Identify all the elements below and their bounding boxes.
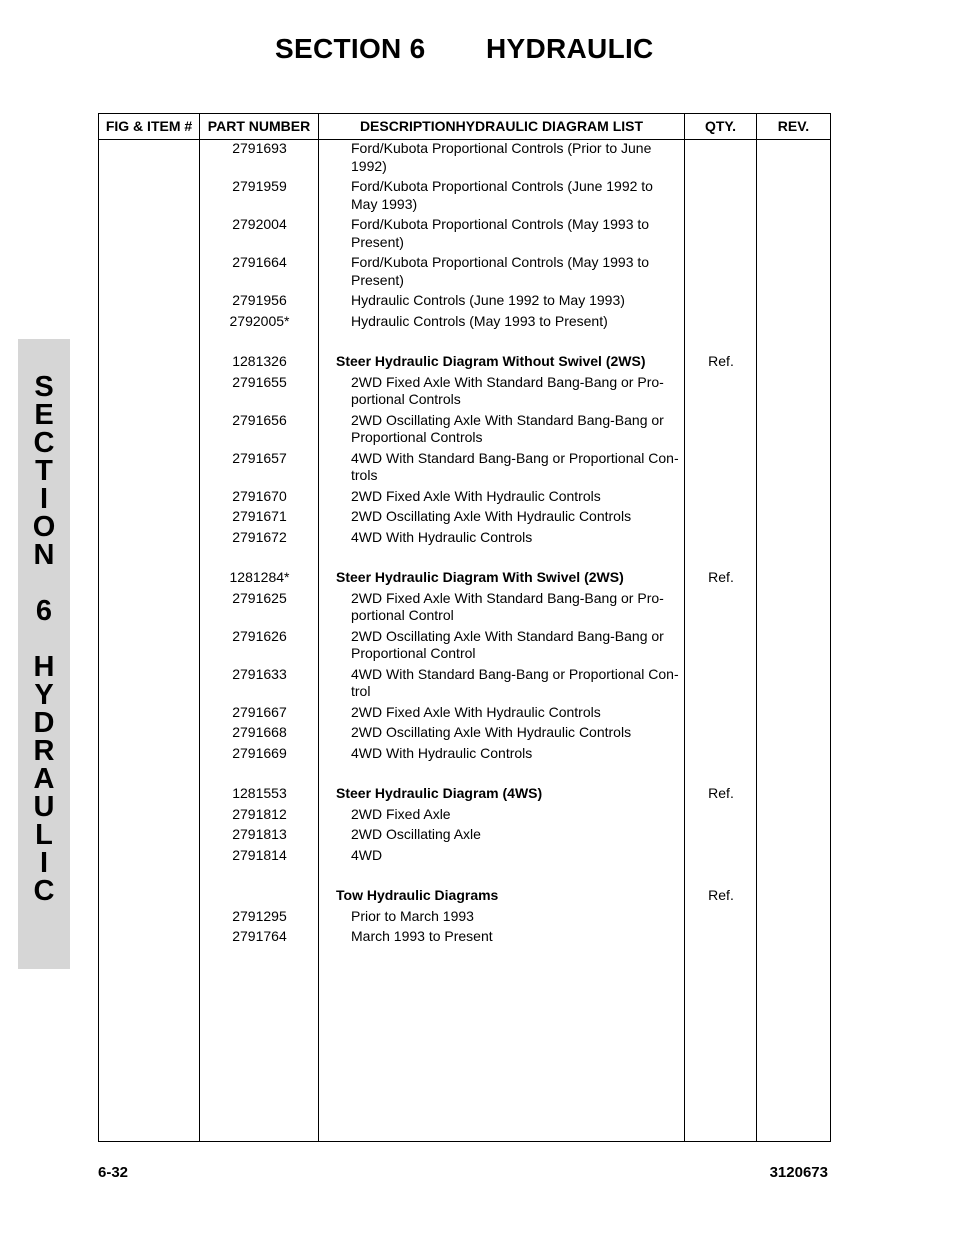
cell-fig-item	[99, 140, 200, 175]
cell-part-number: 1281284*	[229, 569, 290, 585]
cell-rev	[757, 569, 830, 587]
cell-rev	[757, 928, 830, 946]
cell-fig-item	[99, 412, 200, 447]
cell-rev	[757, 292, 830, 310]
cell-part-number: 2791814	[232, 846, 287, 863]
cell-fig-item	[99, 216, 200, 251]
table-row	[99, 666, 830, 701]
cell-description: 4WD With Standard Bang-Bang or Proportional Con-trol	[351, 665, 679, 699]
table-row	[99, 569, 830, 587]
cell-qty	[685, 928, 757, 946]
cell-qty	[685, 292, 757, 310]
cell-part-number: 2791657	[232, 449, 287, 466]
cell-fig-item	[99, 292, 200, 310]
cell-fig-item	[99, 254, 200, 289]
cell-fig-item	[99, 488, 200, 506]
cell-description: 2WD Fixed Axle With Standard Bang-Bang or Pro-portional Control	[351, 589, 664, 623]
parts-table	[98, 113, 831, 1142]
cell-rev	[757, 488, 830, 506]
cell-part-number: 2791813	[232, 826, 287, 842]
cell-part-number: 2791959	[232, 178, 287, 194]
cell-part-number: 2791669	[232, 744, 287, 761]
cell-qty: Ref.	[708, 353, 734, 369]
cell-fig-item	[99, 569, 200, 587]
cell-fig-item	[99, 313, 200, 331]
cell-part-number: 2791956	[232, 292, 287, 308]
cell-rev	[757, 826, 830, 844]
cell-rev	[757, 216, 830, 251]
cell-qty	[685, 826, 757, 844]
cell-qty	[685, 313, 757, 331]
table-row	[99, 806, 830, 824]
cell-rev	[757, 908, 830, 926]
page-number: 6-32	[98, 1164, 129, 1181]
cell-fig-item	[99, 450, 200, 485]
table-row	[99, 590, 830, 625]
cell-part-number: 2791656	[232, 411, 287, 428]
table-row	[99, 887, 830, 905]
cell-description: 2WD Oscillating Axle With Hydraulic Controls	[351, 724, 632, 740]
cell-part-number: 2792004	[232, 216, 287, 232]
cell-description: 4WD With Hydraulic Controls	[351, 528, 533, 545]
cell-fig-item	[99, 745, 200, 763]
document-number: 3120673	[769, 1164, 828, 1181]
cell-qty	[685, 529, 757, 547]
table-body	[99, 140, 830, 946]
cell-description: Steer Hydraulic Diagram (4WS)	[336, 785, 543, 801]
cell-part-number: 1281326	[232, 353, 287, 369]
cell-description: 2WD Fixed Axle With Standard Bang-Bang or Pro-portional Controls	[351, 373, 664, 407]
cell-qty: Ref.	[708, 887, 734, 903]
cell-fig-item	[99, 826, 200, 844]
cell-fig-item	[99, 178, 200, 213]
cell-rev	[757, 529, 830, 547]
cell-rev	[757, 508, 830, 526]
table-row	[99, 724, 830, 742]
table-row	[99, 412, 830, 447]
cell-fig-item	[99, 928, 200, 946]
cell-part-number: 2791664	[232, 254, 287, 270]
table-row	[99, 508, 830, 526]
cell-rev	[757, 628, 830, 663]
cell-fig-item	[99, 887, 200, 905]
cell-part-number: 2791693	[232, 140, 287, 156]
cell-rev	[757, 666, 830, 701]
cell-part-number: 2791764	[232, 928, 287, 944]
cell-rev	[757, 887, 830, 905]
cell-description: 4WD With Standard Bang-Bang or Proportional Con-trols	[351, 449, 679, 483]
cell-rev	[757, 724, 830, 742]
cell-rev	[757, 785, 830, 803]
cell-part-number: 2791671	[232, 508, 287, 524]
cell-description: 2WD Fixed Axle With Hydraulic Controls	[351, 487, 601, 504]
cell-description: Ford/Kubota Proportional Controls (June 1992 to May 1993)	[351, 178, 653, 212]
table-row	[99, 140, 830, 175]
cell-qty	[685, 704, 757, 722]
table-row	[99, 353, 830, 371]
table-row	[99, 908, 830, 926]
cell-description: Ford/Kubota Proportional Controls (Prior to June 1992)	[351, 140, 652, 174]
cell-part-number: 2791655	[232, 373, 287, 390]
cell-part-number: 2791633	[232, 665, 287, 682]
cell-fig-item	[99, 374, 200, 409]
page-header	[0, 33, 954, 73]
cell-qty	[685, 140, 757, 175]
cell-fig-item	[99, 908, 200, 926]
cell-qty	[685, 374, 757, 409]
cell-qty	[685, 745, 757, 763]
cell-qty	[685, 412, 757, 447]
cell-fig-item	[99, 847, 200, 865]
cell-rev	[757, 745, 830, 763]
table-row	[99, 529, 830, 547]
cell-qty	[685, 666, 757, 701]
cell-description: 2WD Oscillating Axle	[351, 826, 481, 842]
cell-rev	[757, 590, 830, 625]
col-header-fig-item: FIG & ITEM #	[105, 118, 193, 134]
col-header-description: DESCRIPTIONHYDRAULIC DIAGRAM LIST	[359, 118, 644, 134]
cell-fig-item	[99, 724, 200, 742]
cell-qty	[685, 216, 757, 251]
col-header-rev: REV.	[777, 118, 810, 134]
cell-rev	[757, 178, 830, 213]
cell-part-number: 2791812	[232, 805, 287, 822]
cell-rev	[757, 353, 830, 371]
cell-rev	[757, 412, 830, 447]
cell-part-number: 2791626	[232, 627, 287, 644]
table-row	[99, 374, 830, 409]
col-header-part-number: PART NUMBER	[207, 118, 311, 134]
cell-description: 2WD Oscillating Axle With Hydraulic Controls	[351, 508, 632, 524]
table-row	[99, 254, 830, 289]
table-row	[99, 785, 830, 803]
cell-fig-item	[99, 704, 200, 722]
cell-qty	[685, 254, 757, 289]
cell-description: Ford/Kubota Proportional Controls (May 1993 to Present)	[351, 254, 650, 288]
cell-part-number	[200, 887, 319, 905]
cell-rev	[757, 806, 830, 824]
cell-part-number: 2791625	[232, 589, 287, 606]
cell-qty	[685, 628, 757, 663]
section-side-tab	[18, 339, 70, 969]
cell-rev	[757, 704, 830, 722]
table-row	[99, 847, 830, 865]
cell-part-number: 2791672	[232, 528, 287, 545]
cell-description: Hydraulic Controls (May 1993 to Present)	[351, 312, 608, 329]
cell-qty	[685, 488, 757, 506]
cell-part-number: 1281553	[232, 785, 287, 801]
table-row	[99, 488, 830, 506]
cell-description: 4WD With Hydraulic Controls	[351, 744, 533, 761]
table-row	[99, 826, 830, 844]
cell-qty	[685, 847, 757, 865]
table-row	[99, 628, 830, 663]
table-row	[99, 292, 830, 310]
cell-rev	[757, 313, 830, 331]
cell-rev	[757, 450, 830, 485]
col-header-qty: QTY.	[704, 118, 737, 134]
cell-qty	[685, 590, 757, 625]
cell-fig-item	[99, 806, 200, 824]
cell-part-number: 2792005*	[229, 312, 290, 329]
cell-rev	[757, 374, 830, 409]
table-row	[99, 928, 830, 946]
cell-part-number: 2791668	[232, 724, 287, 740]
cell-qty	[685, 724, 757, 742]
side-tab-text: S E C T I O N 6 H Y D R A U L I C	[32, 371, 56, 907]
cell-fig-item	[99, 666, 200, 701]
cell-description: March 1993 to Present	[351, 928, 493, 944]
cell-fig-item	[99, 590, 200, 625]
table-row	[99, 313, 830, 331]
cell-qty	[685, 178, 757, 213]
cell-description: Prior to March 1993	[351, 907, 474, 924]
cell-description: Steer Hydraulic Diagram Without Swivel (2WS)	[336, 353, 646, 369]
table-row	[99, 745, 830, 763]
cell-description: Ford/Kubota Proportional Controls (May 1993 to Present)	[351, 216, 650, 250]
cell-rev	[757, 254, 830, 289]
cell-rev	[757, 847, 830, 865]
cell-fig-item	[99, 785, 200, 803]
cell-description: 2WD Oscillating Axle With Standard Bang-Bang or Proportional Controls	[351, 411, 664, 445]
cell-qty: Ref.	[708, 569, 734, 585]
table-row	[99, 178, 830, 213]
cell-fig-item	[99, 628, 200, 663]
table-row	[99, 450, 830, 485]
cell-rev	[757, 140, 830, 175]
cell-qty	[685, 508, 757, 526]
cell-part-number: 2791295	[232, 907, 287, 924]
cell-part-number: 2791670	[232, 487, 287, 504]
cell-qty	[685, 450, 757, 485]
cell-description: 2WD Fixed Axle With Hydraulic Controls	[351, 703, 601, 720]
cell-qty	[685, 908, 757, 926]
cell-fig-item	[99, 508, 200, 526]
cell-fig-item	[99, 353, 200, 371]
cell-description: 4WD	[351, 846, 383, 863]
cell-description: 2WD Oscillating Axle With Standard Bang-Bang or Proportional Control	[351, 627, 664, 661]
cell-qty: Ref.	[708, 785, 734, 801]
table-row	[99, 704, 830, 722]
cell-description: Tow Hydraulic Diagrams	[336, 887, 499, 903]
table-row	[99, 216, 830, 251]
cell-qty	[685, 806, 757, 824]
cell-description: Hydraulic Controls (June 1992 to May 1993)	[351, 292, 625, 308]
cell-description: Steer Hydraulic Diagram With Swivel (2WS)	[336, 569, 624, 585]
section-number: SECTION 6	[275, 33, 426, 64]
cell-part-number: 2791667	[232, 703, 287, 720]
cell-fig-item	[99, 529, 200, 547]
cell-description: 2WD Fixed Axle	[351, 805, 451, 822]
section-title: HYDRAULIC	[486, 33, 654, 64]
